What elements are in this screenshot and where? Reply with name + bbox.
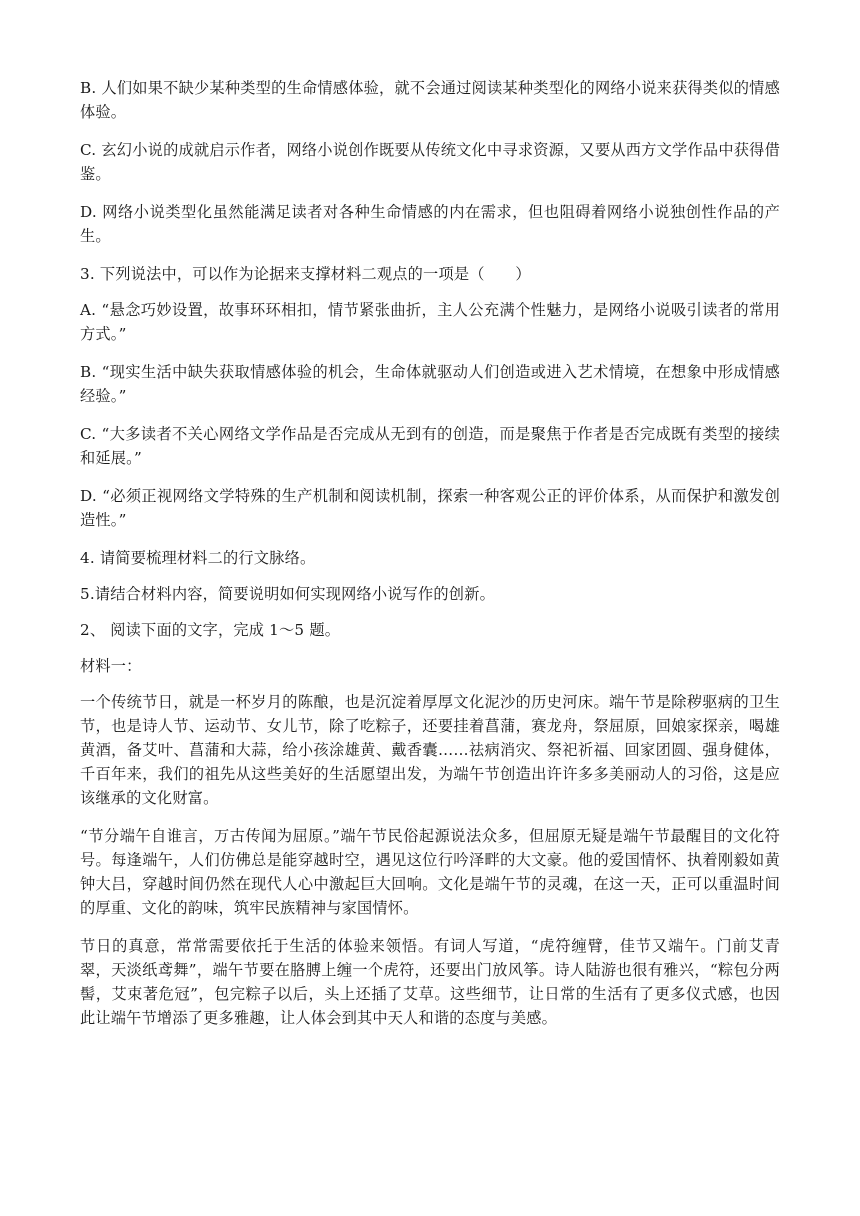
document-page — [80, 76, 780, 1044]
section-2-heading: 2、 阅读下面的文字，完成 1～5 题。 — [80, 621, 341, 639]
q3-option-a: A. “悬念巧妙设置，故事环环相扣，情节紧张曲折，主人公充满个性魅力，是网络小说吸引读者的常用方式。” — [80, 301, 780, 343]
question-5: 5.请结合材料内容，简要说明如何实现网络小说写作的创新。 — [80, 585, 495, 603]
option-d-paragraph: D. 网络小说类型化虽然能满足读者对各种生命情感的内在需求，但也阻碍着网络小说独创性作品的产生。 — [80, 203, 780, 245]
option-b-paragraph: B. 人们如果不缺少某种类型的生命情感体验，就不会通过阅读某种类型化的网络小说来获得类似的情感体验。 — [80, 79, 780, 121]
question-4: 4. 请简要梳理材料二的行文脉络。 — [80, 549, 316, 567]
material-1-paragraph-1: 一个传统节日，就是一杯岁月的陈酿，也是沉淀着厚厚文化泥沙的历史河床。端午节是除秽驱病的卫生节，也是诗人节、运动节、女儿节，除了吃粽子，还要挂着菖蒲，赛龙舟，祭屈原，回娘家探亲，喝雄黄酒，备艾叶、菖蒲和大蒜，给小孩涂雄黄、戴香囊……祛病消灾、祭祀祈福、回家团圆、强身健体，千百年来，我们的祖先从这些美好的生活愿望出发，为端午节创造出许许多多美丽动人的习俗，这是应该继承的文化财富。 — [80, 693, 780, 807]
q3-option-d: D. “必须正视网络文学特殊的生产机制和阅读机制，探索一种客观公正的评价体系，从而保护和激发创造性。” — [80, 487, 780, 529]
option-c-paragraph: C. 玄幻小说的成就启示作者，网络小说创作既要从传统文化中寻求资源，又要从西方文学作品中获得借鉴。 — [80, 141, 780, 183]
q3-option-b: B. “现实生活中缺失获取情感体验的机会，生命体就驱动人们创造或进入艺术情境，在想象中形成情感经验。” — [80, 363, 780, 405]
material-1-label: 材料一： — [80, 657, 142, 675]
q3-option-c: C. “大多读者不关心网络文学作品是否完成从无到有的创造，而是聚焦于作者是否完成既有类型的接续和延展。” — [80, 425, 780, 467]
material-1-paragraph-2: “节分端午自谁言，万古传闻为屈原。”端午节民俗起源说法众多，但屈原无疑是端午节最醒目的文化符号。每逢端午，人们仿佛总是能穿越时空，遇见这位行吟泽畔的大文豪。他的爱国情怀、执着刚毅如黄钟大吕，穿越时间仍然在现代人心中激起巨大回响。文化是端午节的灵魂，在这一天，正可以重温时间的厚重、文化的韵味，筑牢民族精神与家国情怀。 — [80, 827, 780, 917]
question-3: 3. 下列说法中，可以作为论据来支撑材料二观点的一项是（ ） — [80, 265, 531, 283]
material-1-paragraph-3: 节日的真意，常常需要依托于生活的体验来领悟。有词人写道，“虎符缠臂，佳节又端午。门前艾青翠，天淡纸鸢舞”，端午节要在胳膊上缠一个虎符，还要出门放风筝。诗人陆游也很有雅兴，“粽包分两髻，艾束著危冠”，包完粽子以后，头上还插了艾草。这些细节，让日常的生活有了更多仪式感，也因此让端午节增添了更多雅趣，让人体会到其中天人和谐的态度与美感。 — [80, 937, 780, 1027]
